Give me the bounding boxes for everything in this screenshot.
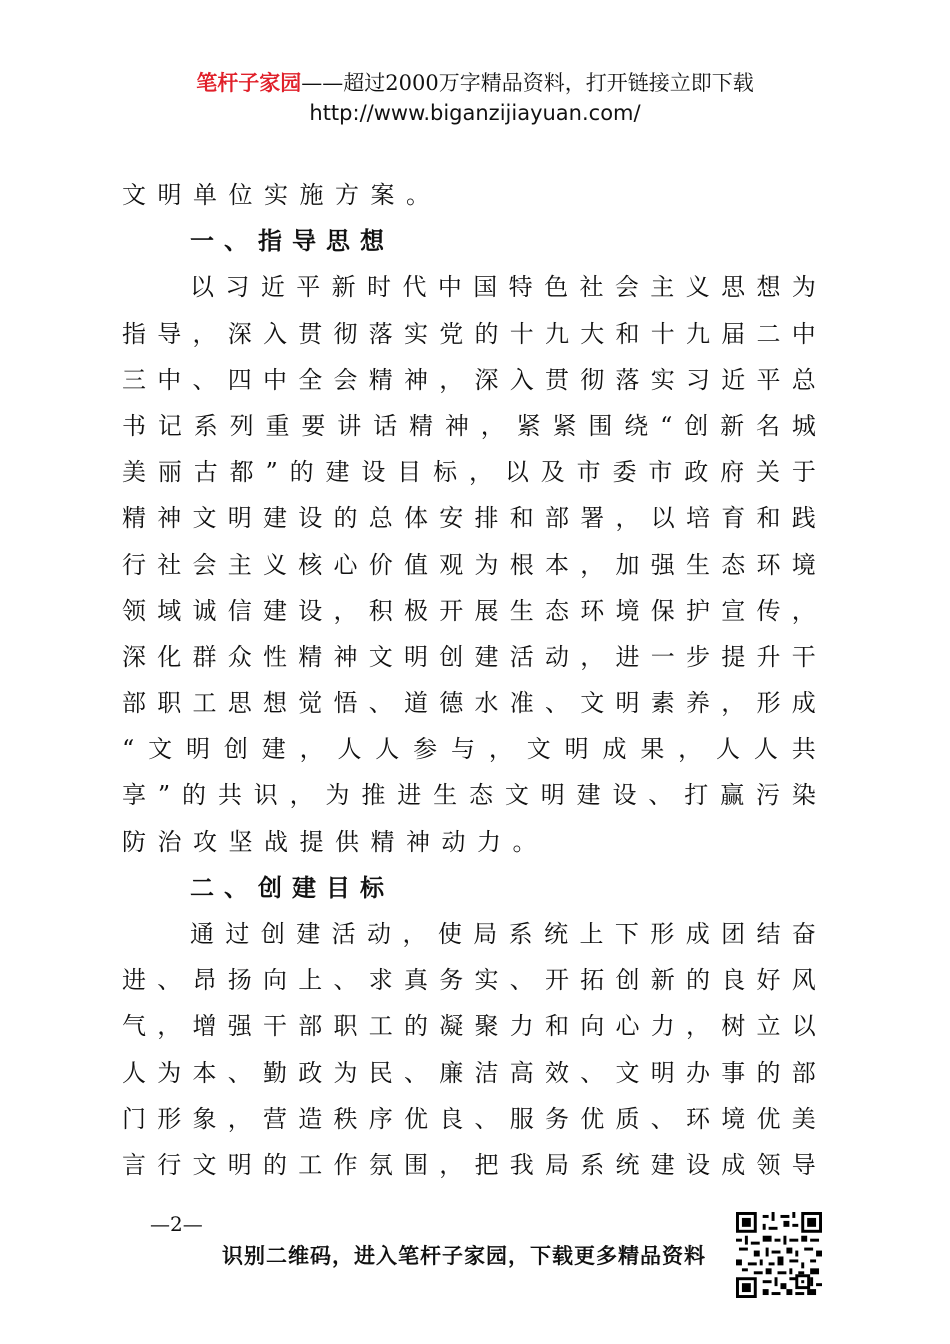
header-url[interactable]: http://www.biganzijiayuan.com/ — [309, 101, 641, 125]
body-line: 指 导 ， 深 入 贯 彻 落 实 党 的 十 九 大 和 十 九 届 二 中 — [122, 319, 816, 348]
body-line: 精 神 文 明 建 设 的 总 体 安 排 和 部 署 ， 以 培 育 和 践 — [122, 504, 816, 533]
body-line: 享 ” 的 共 识 ， 为 推 进 生 态 文 明 建 设 、 打 赢 污 染 — [122, 781, 816, 810]
header-banner — [0, 68, 950, 98]
body-line: 深 化 群 众 性 精 神 文 明 创 建 活 动 ， 进 一 步 提 升 干 — [122, 642, 816, 671]
body-line: “ 文 明 创 建 ， 人 人 参 与 ， 文 明 成 果 ， 人 人 共 — [122, 735, 816, 764]
body-line: 领 域 诚 信 建 设 ， 积 极 开 展 生 态 环 境 保 护 宣 传 ， — [122, 596, 816, 625]
header-tagline: ——超过2000万字精品资料，打开链接立即下载 — [301, 71, 754, 95]
page-number: —2— — [150, 1212, 203, 1236]
body-line: 文 明 单 位 实 施 方 案 。 — [122, 181, 430, 209]
body-line: 门 形 象 ， 营 造 秩 序 优 良 、 服 务 优 质 、 环 境 优 美 — [122, 1104, 816, 1133]
body-line: 以 习 近 平 新 时 代 中 国 特 色 社 会 主 义 思 想 为 — [190, 273, 816, 302]
body-line: 部 职 工 思 想 觉 悟 、 道 德 水 准 、 文 明 素 养 ， 形 成 — [122, 689, 816, 718]
body-line: 人 为 本 、 勤 政 为 民 、 廉 洁 高 效 、 文 明 办 事 的 部 — [122, 1058, 816, 1087]
body-line: 通 过 创 建 活 动 ， 使 局 系 统 上 下 形 成 团 结 奋 — [190, 920, 816, 948]
body-line: 进 、 昂 扬 向 上 、 求 真 务 实 、 开 拓 创 新 的 良 好 风 — [122, 966, 816, 995]
body-line: 行 社 会 主 义 核 心 价 值 观 为 根 本 ， 加 强 生 态 环 境 — [122, 550, 816, 579]
section-heading: 一 、 指 导 思 想 — [190, 227, 384, 256]
document-body — [122, 172, 816, 1188]
section-heading: 二 、 创 建 目 标 — [190, 873, 384, 902]
qr-code-icon[interactable] — [736, 1212, 822, 1298]
footer-note: 识别二维码，进入笔杆子家园，下载更多精品资料 — [222, 1243, 706, 1268]
body-line: 言 行 文 明 的 工 作 氛 围 ， 把 我 局 系 统 建 设 成 领 导 — [122, 1150, 816, 1179]
body-line: 美 丽 古 都 ” 的 建 设 目 标 ， 以 及 市 委 市 政 府 关 于 — [122, 458, 816, 487]
brand-name: 笔杆子家园 — [196, 70, 302, 95]
body-line: 防 治 攻 坚 战 提 供 精 神 动 力 。 — [122, 827, 537, 856]
body-line: 三 中 、 四 中 全 会 精 神 ， 深 入 贯 彻 落 实 习 近 平 总 — [122, 365, 816, 394]
body-line: 书 记 系 列 重 要 讲 话 精 神 ， 紧 紧 围 绕 “ 创 新 名 城 — [122, 411, 816, 440]
body-line: 气 ， 增 强 干 部 职 工 的 凝 聚 力 和 向 心 力 ， 树 立 以 — [122, 1012, 816, 1041]
